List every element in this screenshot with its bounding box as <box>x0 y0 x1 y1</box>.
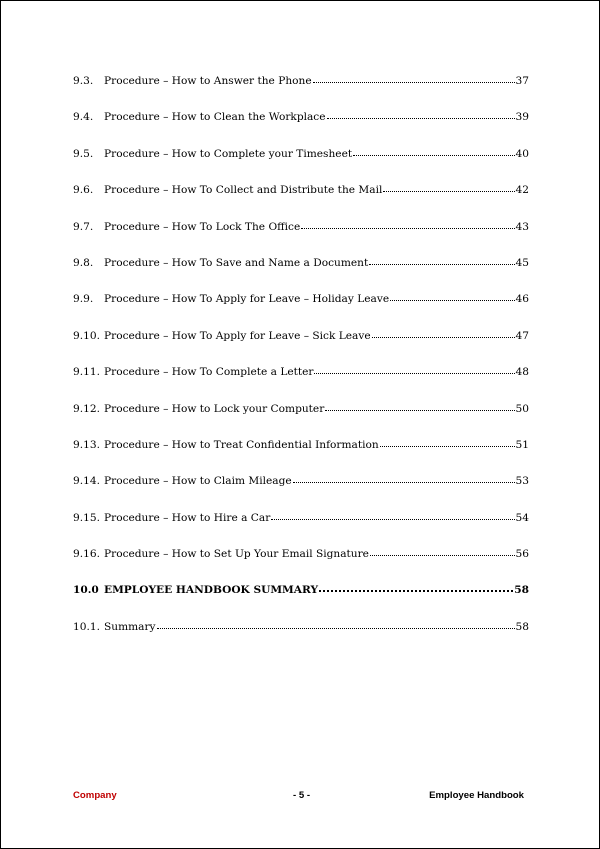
toc-entry-page: 51 <box>515 438 529 451</box>
toc-entry-title: Summary <box>104 620 156 633</box>
toc-entry[interactable] <box>73 400 529 436</box>
toc-entry[interactable] <box>73 290 529 326</box>
toc-dot-leader <box>380 445 515 447</box>
toc-entry[interactable] <box>73 436 529 472</box>
toc-entry-title: EMPLOYEE HANDBOOK SUMMARY <box>104 584 319 597</box>
toc-entry-title: Procedure – How To Lock The Office <box>104 220 301 233</box>
footer-page-number: - 5 - <box>293 790 311 801</box>
toc-entry-title: Procedure – How to Answer the Phone <box>104 75 312 87</box>
toc-entry-number: 9.5. <box>73 147 94 160</box>
toc-entry-number: 10.1. <box>73 620 100 633</box>
toc-entry[interactable] <box>73 327 529 363</box>
toc-dot-leader <box>327 117 515 119</box>
toc-entry-page: 54 <box>515 511 529 524</box>
toc-dot-leader <box>271 518 514 520</box>
toc-dot-leader <box>372 336 515 338</box>
toc-entry-number: 9.10. <box>73 329 100 342</box>
toc-entry-page: 48 <box>515 366 529 379</box>
toc-dot-leader <box>390 299 514 301</box>
toc-section-heading[interactable] <box>73 581 529 617</box>
toc-entry[interactable] <box>73 618 529 654</box>
toc-entry-title: Procedure – How to Hire a Car <box>104 511 271 524</box>
toc-entry[interactable] <box>73 363 529 399</box>
toc-entry-title: Procedure – How To Apply for Leave – Sick Leave <box>104 329 371 342</box>
toc-entry-page: 45 <box>515 256 529 269</box>
toc-dot-leader <box>314 372 514 374</box>
toc-entry-page: 58 <box>515 620 529 633</box>
toc-dot-leader <box>319 589 513 592</box>
toc-entry[interactable] <box>73 108 529 144</box>
toc-entry-number: 9.13. <box>73 438 100 451</box>
toc-entry-page: 43 <box>515 220 529 233</box>
footer-company: Company <box>73 790 117 801</box>
toc-dot-leader <box>369 263 514 265</box>
toc-entry-page: 58 <box>514 584 529 597</box>
toc-entry-page: 37 <box>515 75 529 87</box>
toc-dot-leader <box>293 481 515 483</box>
toc-entry-page: 56 <box>515 548 529 561</box>
toc-dot-leader <box>313 81 515 83</box>
toc-entry[interactable] <box>73 145 529 181</box>
toc-entry[interactable] <box>73 72 529 108</box>
toc-entry-title: Procedure – How To Save and Name a Document <box>104 256 369 269</box>
toc-entry-number: 9.3. <box>73 75 94 87</box>
toc-entry-number: 9.16. <box>73 548 100 561</box>
toc-dot-leader <box>157 627 515 629</box>
toc-entry-page: 47 <box>515 329 529 342</box>
toc-entry-number: 10.0 <box>73 584 99 597</box>
toc-entry-title: Procedure – How to Lock your Computer <box>104 402 325 415</box>
toc-entry-page: 53 <box>515 475 529 488</box>
toc-dot-leader <box>301 227 514 229</box>
toc-entry[interactable] <box>73 218 529 254</box>
toc-entry-title: Procedure – How To Apply for Leave – Holiday Leave <box>104 293 390 306</box>
toc-entry-page: 39 <box>515 111 529 124</box>
toc-entry-title: Procedure – How to Treat Confidential Information <box>104 438 379 451</box>
toc-dot-leader <box>325 409 514 411</box>
toc-entry-number: 9.4. <box>73 111 94 124</box>
toc-entry-number: 9.15. <box>73 511 100 524</box>
toc-entry-number: 9.14. <box>73 475 100 488</box>
toc-entry[interactable] <box>73 545 529 581</box>
toc-entry-page: 42 <box>515 184 529 197</box>
toc-entry-number: 9.9. <box>73 293 94 306</box>
toc-entry-title: Procedure – How to Clean the Workplace <box>104 111 326 124</box>
toc-entry[interactable] <box>73 254 529 290</box>
toc-entry-number: 9.12. <box>73 402 100 415</box>
toc-entry[interactable] <box>73 181 529 217</box>
toc-entry-title: Procedure – How To Collect and Distribute the Mail <box>104 184 383 197</box>
toc-entry-title: Procedure – How to Complete your Timesheet <box>104 147 353 160</box>
toc-entry-page: 40 <box>515 147 529 160</box>
toc-dot-leader <box>383 190 514 192</box>
toc-entry-number: 9.6. <box>73 184 94 197</box>
footer-document-title: Employee Handbook <box>429 790 524 801</box>
toc-entry-title: Procedure – How To Complete a Letter <box>104 366 314 379</box>
page-footer <box>73 790 524 806</box>
toc-entry-title: Procedure – How to Set Up Your Email Signature <box>104 548 369 561</box>
toc-entry-title: Procedure – How to Claim Mileage <box>104 475 292 488</box>
toc-entry-page: 46 <box>515 293 529 306</box>
toc-entry[interactable] <box>73 472 529 508</box>
toc-entry[interactable] <box>73 509 529 545</box>
toc-entry-number: 9.7. <box>73 220 94 233</box>
toc-entry-page: 50 <box>515 402 529 415</box>
toc-dot-leader <box>370 554 515 556</box>
toc-entry-number: 9.8. <box>73 256 94 269</box>
table-of-contents <box>73 72 529 654</box>
toc-entry-number: 9.11. <box>73 366 100 379</box>
toc-dot-leader <box>353 154 514 156</box>
